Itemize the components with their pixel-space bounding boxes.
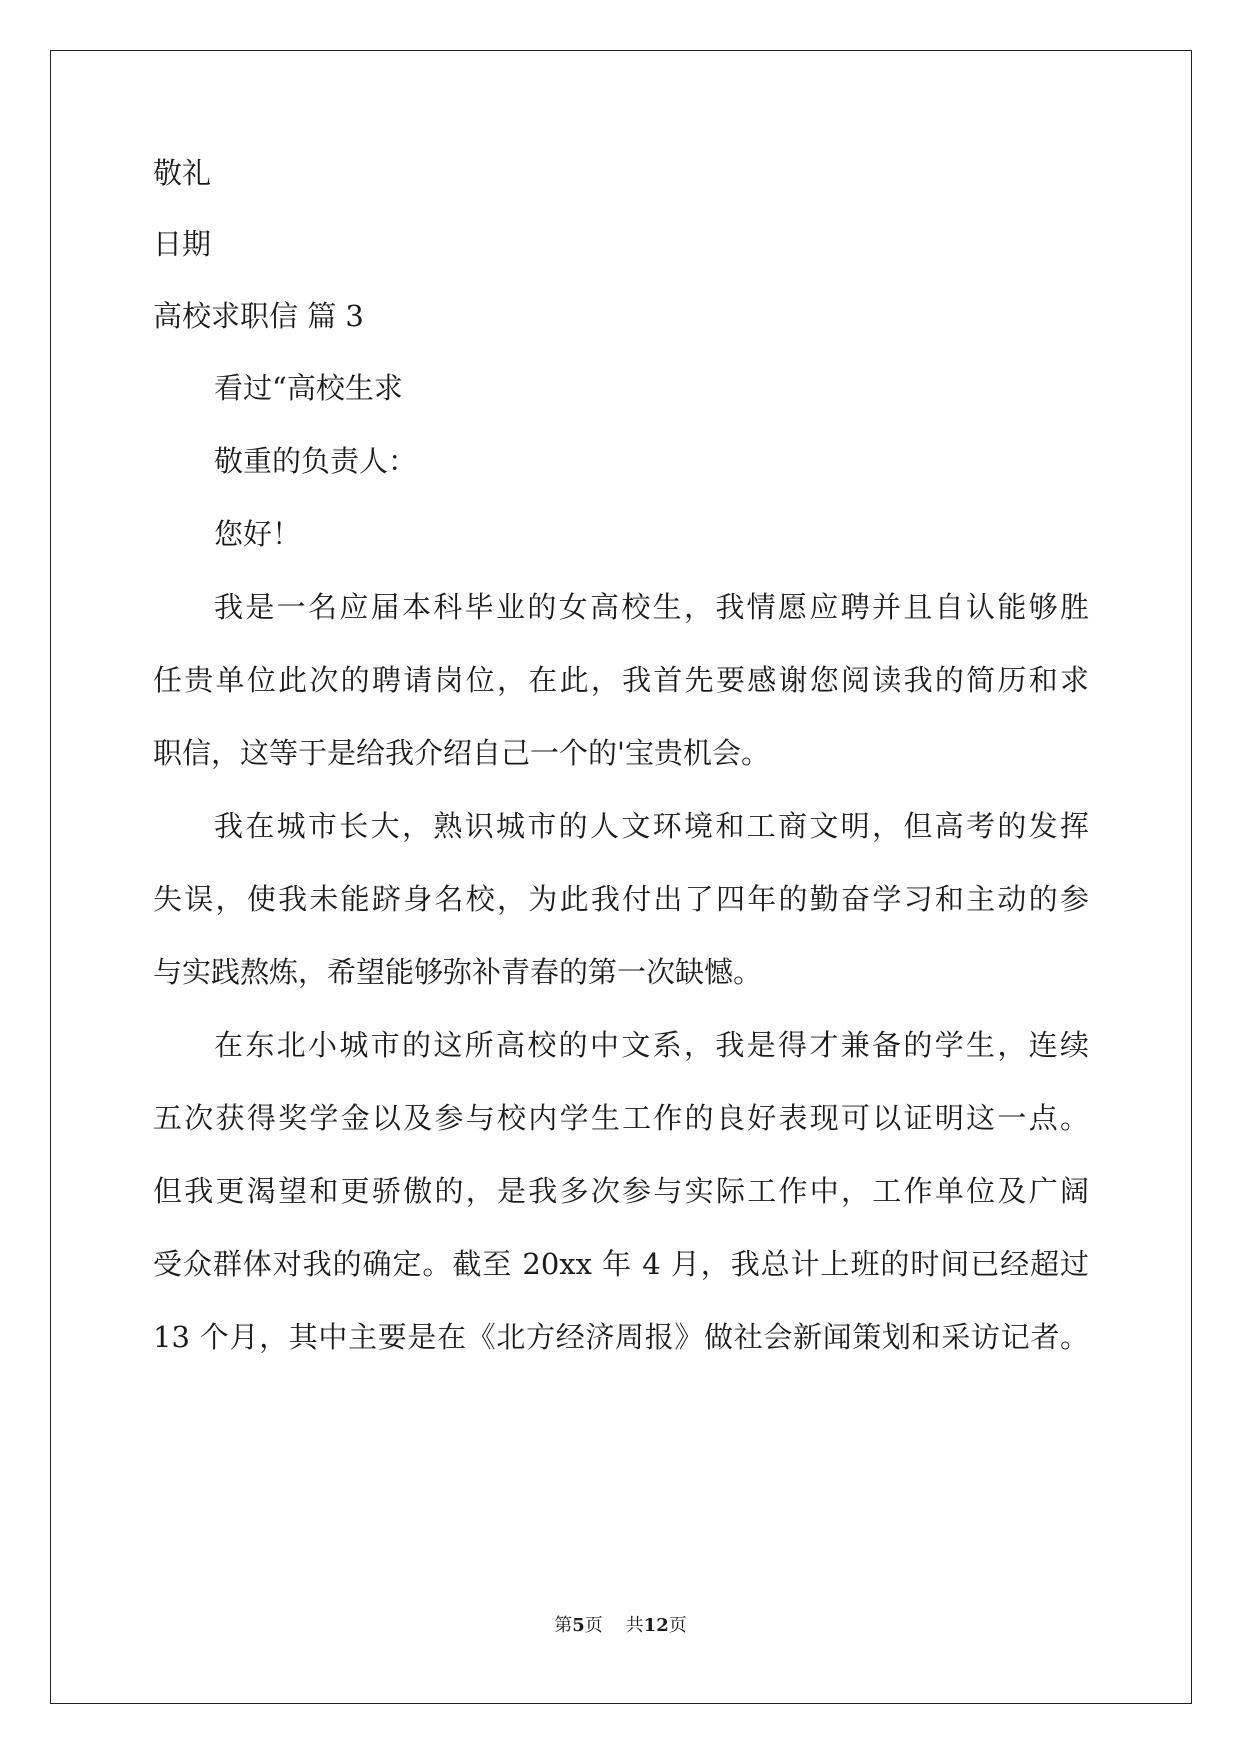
page-suffix: 页: [584, 1615, 603, 1636]
paragraph-3-line-3: 但我更渴望和更骄傲的，是我多次参与实际工作中，工作单位及广阔: [153, 1174, 1089, 1208]
intro-line: 看过“高校生求: [214, 371, 403, 405]
paragraph-3-line-1: 在东北小城市的这所高校的中文系，我是得才兼备的学生，连续: [214, 1028, 1089, 1062]
date-label: 日期: [153, 227, 212, 261]
paragraph-1-line-3: 职信，这等于是给我介绍自己一个的'宝贵机会。: [153, 736, 770, 770]
greeting: 您好！: [214, 517, 302, 551]
paragraph-1-line-1: 我是一名应届本科毕业的女高校生，我情愿应聘并且自认能够胜: [214, 590, 1089, 624]
section-heading: 高校求职信 篇 3: [153, 299, 364, 333]
page-number: 5: [572, 1615, 585, 1636]
paragraph-3-line-4: 受众群体对我的确定。截至 20xx 年 4 月，我总计上班的时间已经超过: [153, 1247, 1089, 1281]
paragraph-2-line-3: 与实践熬炼，希望能够弥补青春的第一次缺憾。: [153, 955, 763, 989]
paragraph-2-line-2: 失误，使我未能跻身名校，为此我付出了四年的勤奋学习和主动的参: [153, 882, 1089, 916]
total-pages: 12: [643, 1615, 669, 1636]
page-prefix: 第: [554, 1615, 573, 1636]
closing-salutation: 敬礼: [153, 156, 212, 190]
paragraph-2-line-1: 我在城市长大，熟识城市的人文环境和工商文明，但高考的发挥: [214, 809, 1089, 843]
paragraph-3-line-2: 五次获得奖学金以及参与校内学生工作的良好表现可以证明这一点。: [153, 1101, 1089, 1135]
paragraph-1-line-2: 任贵单位此次的聘请岗位，在此，我首先要感谢您阅读我的简历和求: [153, 663, 1089, 697]
paragraph-3-line-5: 13 个月，其中主要是在《北方经济周报》做社会新闻策划和采访记者。: [153, 1320, 1089, 1354]
total-prefix: 共: [625, 1615, 644, 1636]
total-suffix: 页: [668, 1615, 687, 1636]
page-footer: [0, 1614, 1241, 1638]
greeting-recipient: 敬重的负责人：: [214, 444, 418, 478]
